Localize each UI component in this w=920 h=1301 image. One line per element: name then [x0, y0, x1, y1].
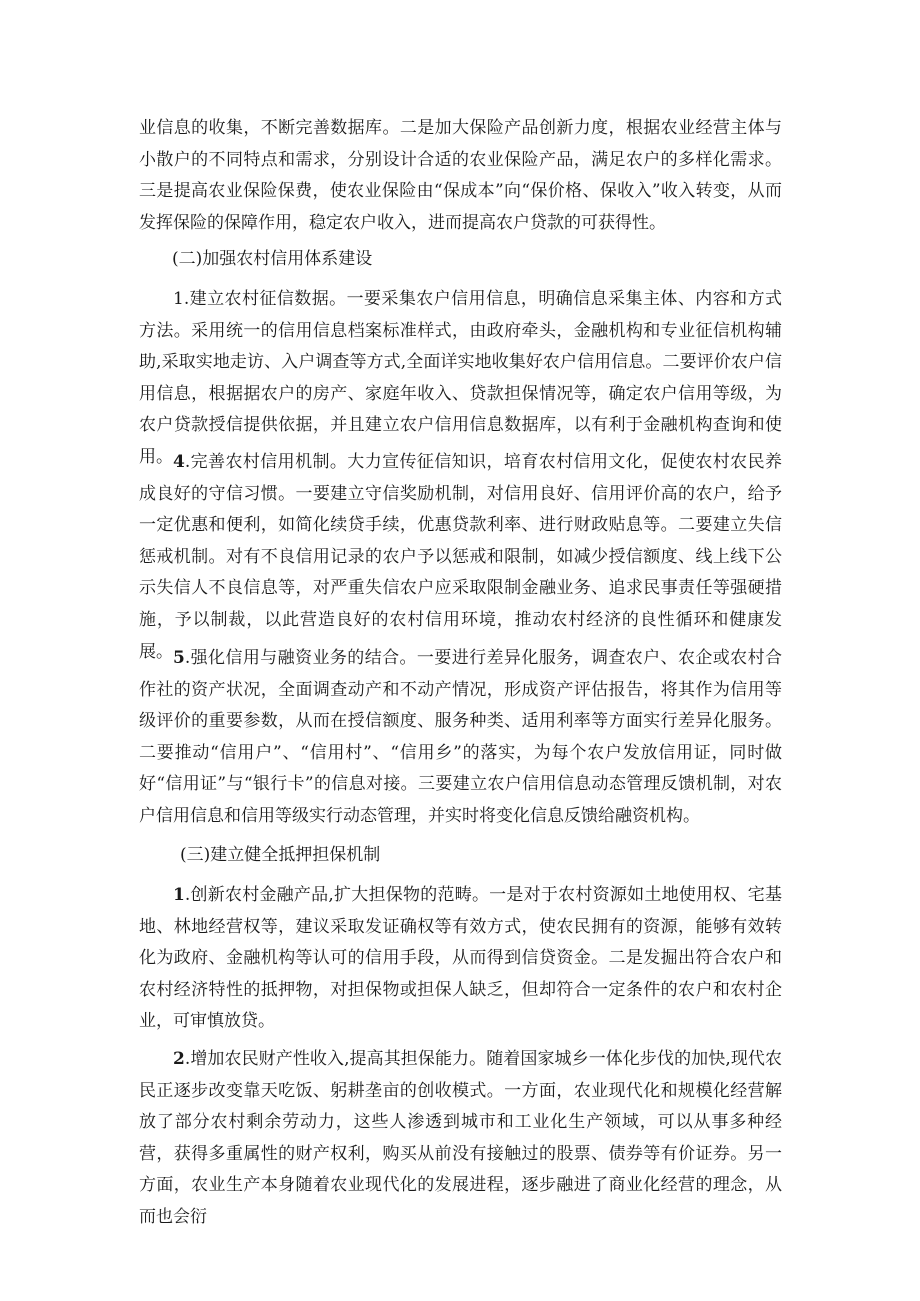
- paragraph-credit-financing-text: .强化信用与融资业务的结合。一要进行差异化服务，调查农户、农企或农村合作社的资产状况，全面调查动产和不动产情况，形成资产评估报告，将其作为信用等级评价的重要参数，从而在授信额度、服务种类、适用利率等方面实行差异化服务。二要推动“信用户”、“信用村”、“信用乡”的落实，为每个农户发放信用证，同时做好“信用证”与“银行卡”的信息对接。三要建立农户信用信息动态管理反馈机制，对农户信用信息和信用等级实行动态管理，并实时将变化信息反馈给融资机构。: [139, 648, 782, 826]
- section-heading-collateral: (三)建立健全抵押担保机制: [180, 845, 381, 865]
- item-number-4: 4: [173, 452, 185, 472]
- item-number-1: 1: [173, 885, 185, 905]
- paragraph-farmer-income: [139, 1044, 782, 1234]
- section-heading-credit-system: (二)加强农村信用体系建设: [172, 249, 373, 269]
- paragraph-financial-products-text: .创新农村金融产品,扩大担保物的范畴。一是对于农村资源如土地使用权、宅基地、林地经营权等，建议采取发证确权等有效方式，使农民拥有的资源，能够有效转化为政府、金融机构等认可的信用手段，从而得到信贷资金。二是发掘出符合农户和农村经济特性的抵押物，对担保物或担保人缺乏，但却符合一定条件的农户和农村企业，可审慎放贷。: [139, 885, 782, 1032]
- paragraph-credit-data: 1.建立农村征信数据。一要采集农户信用信息，明确信息采集主体、内容和方式方法。采用统一的信用信息档案标准样式，由政府牵头，金融机构和专业征信机构辅助,采取实地走访、入户调查等方式,全面详实地收集好农户信用信息。二要评价农户信用信息，根据据农户的房产、家庭年收入、贷款担保情况等，确定农户信用等级，为农户贷款授信提供依据，并且建立农户信用信息数据库，以有利于金融机构查询和使用。: [139, 289, 782, 467]
- paragraph-credit-mechanism: [139, 447, 782, 668]
- paragraph-financial-products: [139, 880, 782, 1038]
- paragraph-credit-mechanism-text: .完善农村信用机制。大力宣传征信知识，培育农村信用文化，促使农村农民养成良好的守信习惯。一要建立守信奖励机制，对信用良好、信用评价高的农户，给予一定优惠和便利，如简化续贷手续，优惠贷款利率、进行财政贴息等。二要建立失信惩戒机制。对有不良信用记录的农户予以惩戒和限制，如减少授信额度、线上线下公示失信人不良信息等，对严重失信农户应采取限制金融业务、追求民事责任等强硬措施，予以制裁，以此营造良好的农村信用环境，推动农村经济的良性循环和健康发展。: [139, 452, 782, 662]
- item-number-5: 5: [173, 648, 185, 668]
- paragraph-credit-financing: [139, 643, 782, 833]
- paragraph-farmer-income-text: .增加农民财产性收入,提高其担保能力。随着国家城乡一体化步伐的加快,现代农民正逐步改变靠天吃饭、躬耕垄亩的创收模式。一方面，农业现代化和规模化经营解放了部分农村剩余劳动力，这些人渗透到城市和工业化生产领域，可以从事多种经营，获得多重属性的财产权利，购买从前没有接触过的股票、债券等有价证券。另一方面，农业生产本身随着农业现代化的发展进程，逐步融进了商业化经营的理念，从而也会衍: [139, 1049, 782, 1227]
- item-number-2: 2: [173, 1049, 185, 1069]
- paragraph-insurance-continuation: 业信息的收集，不断完善数据库。二是加大保险产品创新力度，根据农业经营主体与小散户的不同特点和需求，分别设计合适的农业保险产品，满足农户的多样化需求。三是提高农业保险保费，使农业保险由“保成本”向“保价格、保收入”收入转变，从而发挥保险的保障作用，稳定农户收入，进而提高农户贷款的可获得性。: [139, 118, 782, 233]
